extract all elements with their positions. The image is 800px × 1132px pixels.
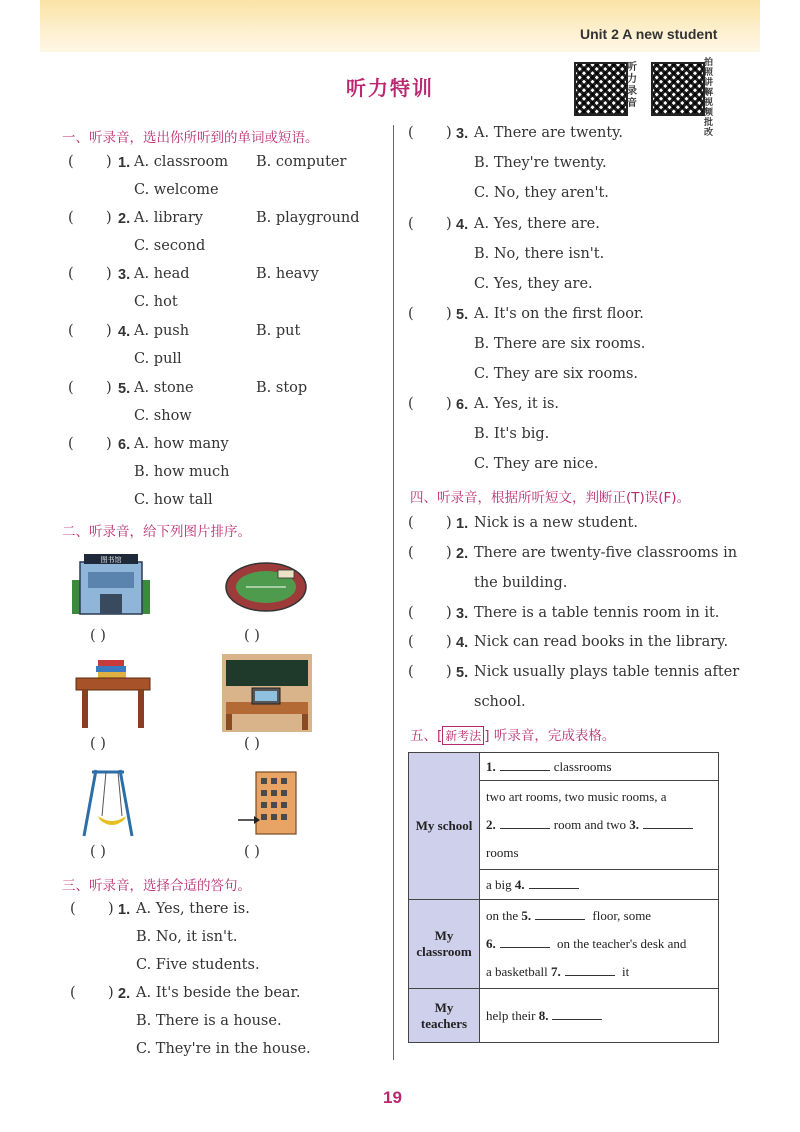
statement: Nick is a new student. bbox=[474, 515, 638, 531]
option-b: B. how much bbox=[134, 464, 230, 480]
answer-blank[interactable]: ( bbox=[408, 216, 414, 232]
answer-blank[interactable]: ( bbox=[68, 154, 74, 170]
part3-heading: 三、听录音，选择合适的答句。 bbox=[62, 878, 251, 894]
option-c: C. They're in the house. bbox=[136, 1041, 311, 1057]
item-number: 6. bbox=[118, 437, 131, 453]
option-c: C. welcome bbox=[134, 182, 219, 198]
table-cell: on the 5. floor, some 6. on the teacher's desk and a basketball 7. it bbox=[480, 900, 719, 989]
fill-blank[interactable] bbox=[500, 947, 550, 948]
part2-heading: 二、听录音，给下列图片排序。 bbox=[62, 524, 251, 540]
item-number: 2. bbox=[118, 986, 131, 1002]
row-header-my-school: My school bbox=[409, 753, 480, 900]
option-c: C. second bbox=[134, 238, 206, 254]
option-b: B. They're twenty. bbox=[474, 155, 607, 171]
table-cell: a big 4. bbox=[480, 870, 719, 900]
option-b: B. There are six rooms. bbox=[474, 336, 646, 352]
item-number: 2. bbox=[456, 546, 469, 562]
statement: Nick usually plays table tennis after bbox=[474, 664, 740, 680]
statement-continued: the building. bbox=[474, 575, 568, 591]
option-c: C. They are nice. bbox=[474, 456, 599, 472]
item-number: 5. bbox=[456, 307, 469, 323]
answer-blank[interactable]: ( bbox=[408, 306, 414, 322]
option-c: C. how tall bbox=[134, 492, 213, 508]
answer-blank[interactable]: ( bbox=[68, 436, 74, 452]
teaching-building-picture bbox=[236, 768, 300, 838]
option-a: A. It's on the first floor. bbox=[474, 306, 644, 322]
unit-label: Unit 2 A new student bbox=[580, 26, 718, 42]
option-c: C. Five students. bbox=[136, 957, 260, 973]
option-a: A. It's beside the bear. bbox=[136, 985, 301, 1001]
option-a: A. push bbox=[134, 323, 190, 339]
item-number: 5. bbox=[118, 381, 131, 397]
part4-heading: 四、听录音，根据所听短文，判断正(T)误(F)。 bbox=[410, 490, 691, 506]
option-c: C. Yes, they are. bbox=[474, 276, 593, 292]
answer-blank[interactable]: ( bbox=[70, 901, 76, 917]
answer-blank[interactable]: ( ) bbox=[90, 736, 106, 752]
answer-blank[interactable]: ( ) bbox=[90, 844, 106, 860]
item-number: 1. bbox=[118, 902, 131, 918]
row-header-my-classroom: My classroom bbox=[409, 900, 480, 989]
swing-picture bbox=[78, 766, 138, 838]
answer-blank[interactable]: ( bbox=[70, 985, 76, 1001]
table-cell: help their 8. bbox=[480, 989, 719, 1043]
playground-picture bbox=[222, 556, 310, 618]
option-a: A. library bbox=[134, 210, 203, 226]
qr-code-video[interactable] bbox=[651, 62, 705, 116]
library-picture bbox=[70, 550, 152, 618]
answer-blank[interactable]: ( ) bbox=[244, 736, 260, 752]
answer-blank[interactable]: ( bbox=[68, 323, 74, 339]
answer-blank[interactable]: ( bbox=[408, 396, 414, 412]
answer-blank[interactable]: ( bbox=[408, 545, 414, 561]
part1-heading: 一、听录音，选出你所听到的单词或短语。 bbox=[62, 130, 319, 146]
fill-blank[interactable] bbox=[643, 828, 693, 829]
page-title: 听力特训 bbox=[346, 76, 434, 100]
column-divider bbox=[393, 125, 394, 1060]
item-number: 2. bbox=[118, 211, 131, 227]
statement: Nick can read books in the library. bbox=[474, 634, 729, 650]
answer-blank[interactable]: ( bbox=[408, 634, 414, 650]
option-a: A. classroom bbox=[134, 154, 229, 170]
school-table bbox=[408, 752, 719, 1043]
computer-room-picture bbox=[222, 654, 312, 732]
option-c: C. No, they aren't. bbox=[474, 185, 609, 201]
option-c: C. hot bbox=[134, 294, 178, 310]
row-header-my-teachers: My teachers bbox=[409, 989, 480, 1043]
option-a: A. how many bbox=[134, 436, 229, 452]
option-c: C. pull bbox=[134, 351, 182, 367]
fill-blank[interactable] bbox=[565, 975, 615, 976]
fill-blank[interactable] bbox=[529, 888, 579, 889]
item-number: 3. bbox=[118, 267, 131, 283]
new-method-tag: 新考法 bbox=[442, 726, 484, 745]
option-c: C. show bbox=[134, 408, 192, 424]
option-b: B. It's big. bbox=[474, 426, 550, 442]
qr-label-audio: 听力录音 bbox=[627, 62, 637, 109]
answer-blank[interactable]: ( bbox=[408, 515, 414, 531]
item-number: 4. bbox=[118, 324, 131, 340]
statement: There is a table tennis room in it. bbox=[474, 605, 720, 621]
item-number: 1. bbox=[118, 155, 131, 171]
table-books-picture bbox=[74, 656, 152, 732]
qr-label-video: 拍照讲解视频批改 bbox=[704, 58, 714, 138]
item-number: 1. bbox=[456, 516, 469, 532]
option-b: B. stop bbox=[256, 380, 308, 396]
item-number: 3. bbox=[456, 126, 469, 142]
answer-blank[interactable]: ( bbox=[68, 266, 74, 282]
option-b: B. There is a house. bbox=[136, 1013, 282, 1029]
item-number: 3. bbox=[456, 606, 469, 622]
option-b: B. No, there isn't. bbox=[474, 246, 605, 262]
answer-blank[interactable]: ( bbox=[68, 380, 74, 396]
fill-blank[interactable] bbox=[535, 919, 585, 920]
part5-heading: 五、[ 新考法 ] 听录音，完成表格。 bbox=[410, 728, 616, 744]
qr-code-audio[interactable] bbox=[574, 62, 628, 116]
option-b: B. heavy bbox=[256, 266, 319, 282]
item-number: 6. bbox=[456, 397, 469, 413]
statement: There are twenty-five classrooms in bbox=[474, 545, 738, 561]
fill-blank[interactable] bbox=[500, 770, 550, 771]
statement-continued: school. bbox=[474, 694, 526, 710]
fill-blank[interactable] bbox=[500, 828, 550, 829]
option-a: A. stone bbox=[134, 380, 194, 396]
answer-blank[interactable]: ( ) bbox=[244, 844, 260, 860]
table-cell: 1. classrooms bbox=[480, 753, 719, 781]
item-number: 4. bbox=[456, 217, 469, 233]
table-cell: two art rooms, two music rooms, a 2. room and two 3. rooms bbox=[480, 781, 719, 870]
answer-blank[interactable]: ( bbox=[68, 210, 74, 226]
option-b: B. playground bbox=[256, 210, 360, 226]
answer-blank[interactable]: ( bbox=[408, 605, 414, 621]
answer-blank[interactable]: ( ) bbox=[244, 628, 260, 644]
option-a: A. Yes, there is. bbox=[136, 901, 250, 917]
answer-blank[interactable]: ( bbox=[408, 664, 414, 680]
option-b: B. No, it isn't. bbox=[136, 929, 238, 945]
option-a: A. head bbox=[134, 266, 190, 282]
item-number: 5. bbox=[456, 665, 469, 681]
library-sign: 图书馆 bbox=[100, 556, 122, 564]
answer-blank[interactable]: ( bbox=[408, 125, 414, 141]
option-a: A. Yes, there are. bbox=[474, 216, 600, 232]
option-a: A. Yes, it is. bbox=[474, 396, 560, 412]
option-b: B. computer bbox=[256, 154, 347, 170]
option-b: B. put bbox=[256, 323, 301, 339]
fill-blank[interactable] bbox=[552, 1019, 602, 1020]
option-a: A. There are twenty. bbox=[474, 125, 624, 141]
option-c: C. They are six rooms. bbox=[474, 366, 639, 382]
page-number: 19 bbox=[383, 1088, 402, 1107]
item-number: 4. bbox=[456, 635, 469, 651]
answer-blank[interactable]: ( ) bbox=[90, 628, 106, 644]
